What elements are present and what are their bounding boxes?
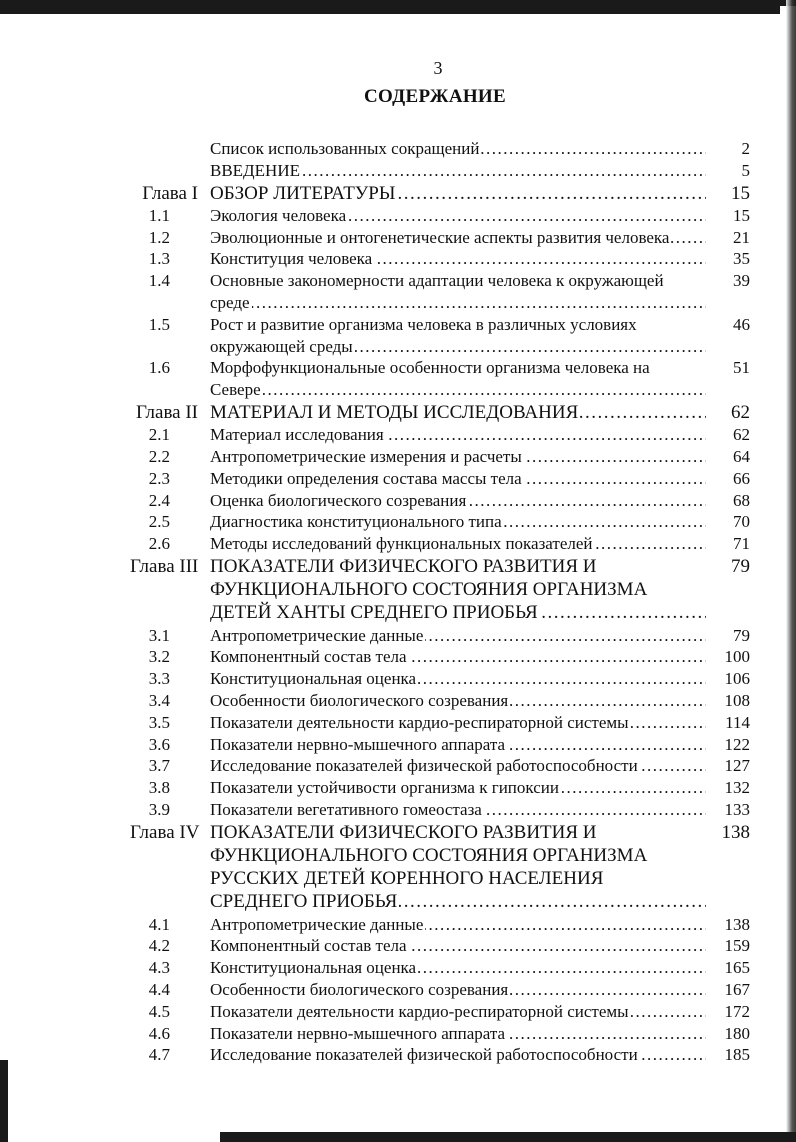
toc-entry-number: 1.5 [148, 314, 170, 334]
toc-entry [130, 511, 750, 533]
toc-entry-title-text: Антропометрические измерения и расчеты [210, 446, 522, 466]
toc-entry-page: 106 [724, 669, 750, 689]
toc-entry-page: 122 [724, 734, 750, 754]
toc-entry-title [210, 490, 706, 512]
toc-entry-page: 39 [733, 271, 750, 291]
toc-entry-title-text: Морфофункциональные особенности организма человека на Севере [210, 358, 650, 400]
toc-entry-title [210, 625, 706, 647]
toc-entry-title [210, 270, 706, 314]
toc-entry-page: 138 [724, 914, 750, 934]
toc-entry-number: 3.1 [148, 625, 170, 645]
toc-entry-page: 79 [731, 555, 750, 577]
toc-entry-title [210, 357, 706, 401]
toc-entry-number: 3.5 [148, 712, 170, 732]
toc-entry [130, 424, 750, 446]
toc-entry [130, 401, 750, 424]
toc-entry-title [210, 821, 706, 914]
toc-entry-title-text: Конституциональная оценка [210, 669, 417, 689]
toc-entry-title [210, 424, 706, 446]
toc-entry-page: 180 [724, 1023, 750, 1043]
toc-entry-title-text: Конституциональная оценка [210, 958, 417, 978]
toc-entry-page: 66 [733, 468, 750, 488]
toc-entry-page: 62 [733, 425, 750, 445]
toc-entry-title-text: Исследование показателей физической работоспособности [210, 1045, 638, 1065]
toc-entry-title [210, 1023, 706, 1045]
toc-entry-title-text: Показатели деятельности кардио-респираторной системы [210, 712, 629, 732]
toc-entry-number: 2.6 [148, 534, 170, 554]
toc-entry-number: Глава III [130, 555, 199, 577]
toc-entry [130, 160, 750, 182]
toc-entry-page: 46 [733, 314, 750, 334]
toc-entry-page: 167 [724, 979, 750, 999]
toc-entry-number: 4.5 [148, 1001, 170, 1021]
toc-entry-number: 1.2 [148, 227, 170, 247]
toc-entry-title-text: Основные закономерности адаптации человека к окружающей среде [210, 271, 664, 312]
toc-entry-number: Глава IV [130, 821, 200, 843]
toc-entry [130, 490, 750, 512]
toc-entry-title [210, 690, 706, 712]
toc-entry [130, 668, 750, 690]
scan-border-right [786, 0, 796, 1142]
toc-entry-title [210, 401, 706, 424]
toc-entry-number: 4.3 [148, 958, 170, 978]
toc-entry-page: 100 [724, 647, 750, 667]
page-number: 3 [433, 58, 443, 78]
toc-entry-title [210, 957, 706, 979]
toc-entry [130, 182, 750, 205]
toc-entry-number: Глава I [142, 182, 198, 204]
toc-entry-title [210, 712, 706, 734]
toc-entry-title-text: ПОКАЗАТЕЛИ ФИЗИЧЕСКОГО РАЗВИТИЯ И ФУНКЦИОНАЛЬНОГО СОСТОЯНИЯ ОРГАНИЗМА РУССКИХ ДЕТЕЙ КОРЕННОГО НАСЕЛЕНИЯ СРЕДНЕГО ПРИОБЬЯ [210, 821, 648, 913]
toc-entry [130, 734, 750, 756]
toc-entry [130, 1023, 750, 1045]
toc-entry-title [210, 446, 706, 468]
toc-entry-title [210, 227, 706, 249]
toc-entry-title-text: Рост и развитие организма человека в различных условиях окружающей среды [210, 314, 637, 356]
toc-entry-page: 51 [733, 358, 750, 378]
toc-entry-title-text: ПОКАЗАТЕЛИ ФИЗИЧЕСКОГО РАЗВИТИЯ И ФУНКЦИОНАЛЬНОГО СОСТОЯНИЯ ОРГАНИЗМА ДЕТЕЙ ХАНТЫ СРЕДНЕГО ПРИОБЬЯ [210, 555, 648, 624]
toc-entry-title-text: Диагностика конституционального типа [210, 512, 502, 532]
toc-entry-page: 108 [724, 690, 750, 710]
toc-entry-title [210, 668, 706, 690]
toc-entry-title [210, 138, 706, 160]
toc-entry-title [210, 935, 706, 957]
toc-entry-title [210, 755, 706, 777]
toc-entry-number: 2.3 [148, 468, 170, 488]
toc-entry-title-text: Антропометрические данные [210, 914, 424, 934]
toc-entry-title [210, 468, 706, 490]
toc-entry-title-text: Исследование показателей физической работоспособности [210, 756, 638, 776]
toc-entry-title-text: Оценка биологического созревания [210, 490, 467, 510]
toc-entry-page: 70 [733, 512, 750, 532]
toc-entry-title [210, 205, 706, 227]
toc-entry [130, 227, 750, 249]
toc-entry [130, 555, 750, 625]
table-of-contents [130, 138, 750, 1066]
toc-entry-page: 172 [724, 1001, 750, 1021]
toc-entry-number: 3.6 [148, 734, 170, 754]
toc-entry-number: 4.2 [148, 936, 170, 956]
toc-entry-page: 133 [724, 799, 750, 819]
toc-entry-title-text: Показатели нервно-мышечного аппарата [210, 734, 506, 754]
toc-entry [130, 314, 750, 358]
toc-entry-title-text: Методы исследований функциональных показателей [210, 534, 593, 554]
toc-entry [130, 821, 750, 914]
toc-entry-page: 68 [733, 490, 750, 510]
toc-entry-page: 165 [724, 958, 750, 978]
toc-entry [130, 799, 750, 821]
toc-entry-number: 3.3 [148, 669, 170, 689]
toc-entry [130, 446, 750, 468]
toc-entry-title-text: Компонентный состав тела [210, 647, 407, 667]
toc-entry [130, 935, 750, 957]
toc-entry-page: 15 [731, 182, 750, 204]
page-title: СОДЕРЖАНИЕ [364, 86, 506, 107]
toc-entry-title [210, 734, 706, 756]
toc-entry-page: 35 [733, 249, 750, 269]
toc-entry-title-text: Показатели нервно-мышечного аппарата [210, 1023, 506, 1043]
toc-entry-title [210, 1044, 706, 1066]
toc-entry-title-text: Эволюционные и онтогенетические аспекты развития человека [210, 227, 670, 247]
toc-entry-page: 185 [724, 1045, 750, 1065]
toc-entry-number: 1.4 [148, 271, 170, 291]
scan-border-bottom [220, 1132, 796, 1142]
toc-entry-title [210, 914, 706, 936]
toc-entry-title-text: Список использованных сокращений [210, 139, 480, 158]
toc-entry [130, 914, 750, 936]
toc-entry-title-text: МАТЕРИАЛ И МЕТОДЫ ИССЛЕДОВАНИЯ [210, 401, 579, 423]
toc-entry-number: 2.5 [148, 512, 170, 532]
toc-entry-title [210, 979, 706, 1001]
toc-entry-page: 2 [741, 139, 750, 158]
toc-entry [130, 979, 750, 1001]
toc-entry-title [210, 646, 706, 668]
toc-entry [130, 712, 750, 734]
toc-entry-title [210, 777, 706, 799]
toc-entry-title [210, 1001, 706, 1023]
toc-entry-title [210, 533, 706, 555]
toc-entry-number: 1.6 [148, 358, 170, 378]
toc-entry-title [210, 555, 706, 625]
toc-entry-number: 4.7 [148, 1045, 170, 1065]
toc-entry-title-text: ВВЕДЕНИЕ [210, 160, 300, 180]
toc-entry-page: 5 [741, 160, 750, 180]
toc-entry [130, 357, 750, 401]
toc-entry-number: 2.4 [148, 490, 170, 510]
scan-border-left [0, 1060, 8, 1142]
toc-entry [130, 1001, 750, 1023]
toc-entry-page: 132 [724, 778, 750, 798]
toc-entry-number: 1.3 [148, 249, 170, 269]
toc-entry-page: 62 [731, 401, 750, 423]
toc-entry-title [210, 248, 706, 270]
toc-entry-number: 1.1 [148, 205, 170, 225]
toc-entry-title-text: Антропометрические данные [210, 625, 424, 645]
toc-entry [130, 957, 750, 979]
toc-entry [130, 533, 750, 555]
toc-entry-page: 71 [733, 534, 750, 554]
toc-entry-number: 4.4 [148, 979, 170, 999]
toc-entry-title-text: ОБЗОР ЛИТЕРАТУРЫ [210, 182, 396, 204]
toc-entry-number: 3.4 [148, 690, 170, 710]
toc-entry-number: 3.9 [148, 799, 170, 819]
toc-entry [130, 138, 750, 160]
toc-entry-page: 15 [733, 205, 750, 225]
toc-entry [130, 1044, 750, 1066]
toc-entry-number: 4.6 [148, 1023, 170, 1043]
toc-entry-number: 2.2 [148, 446, 170, 466]
toc-entry-title-text: Экология человека [210, 205, 347, 225]
toc-entry [130, 468, 750, 490]
toc-entry-number: 2.1 [148, 425, 170, 445]
toc-entry-title-text: Компонентный состав тела [210, 936, 407, 956]
toc-entry-number: 4.1 [148, 914, 170, 934]
toc-entry-title-text: Особенности биологического созревания [210, 690, 509, 710]
toc-entry-title [210, 182, 706, 205]
toc-entry-page: 64 [733, 446, 750, 466]
toc-entry-title-text: Показатели вегетативного гомеостаза [210, 799, 482, 819]
toc-entry-page: 114 [725, 712, 750, 732]
toc-entry-title-text: Методики определения состава массы тела [210, 468, 522, 488]
toc-entry-number: Глава II [135, 401, 198, 423]
toc-entry-title [210, 314, 706, 358]
toc-entry [130, 625, 750, 647]
toc-entry-page: 159 [724, 936, 750, 956]
toc-entry-page: 21 [733, 227, 750, 247]
toc-entry-page: 79 [733, 625, 750, 645]
toc-entry [130, 755, 750, 777]
toc-entry-title-text: Показатели деятельности кардио-респираторной системы [210, 1001, 629, 1021]
toc-entry [130, 205, 750, 227]
toc-entry-title-text: Материал исследования [210, 425, 384, 445]
toc-entry [130, 248, 750, 270]
scan-border-top [0, 0, 780, 14]
toc-entry-title [210, 160, 706, 182]
toc-entry [130, 270, 750, 314]
toc-entry-title-text: Показатели устойчивости организма к гипоксии [210, 778, 559, 798]
toc-entry-title [210, 511, 706, 533]
toc-entry-title [210, 799, 706, 821]
toc-entry-page: 127 [724, 756, 750, 776]
toc-entry-number: 3.8 [148, 778, 170, 798]
toc-entry-page: 138 [721, 821, 750, 843]
toc-entry [130, 646, 750, 668]
toc-entry [130, 777, 750, 799]
toc-entry-title-text: Особенности биологического созревания [210, 979, 509, 999]
toc-entry-number: 3.7 [148, 756, 170, 776]
toc-entry [130, 690, 750, 712]
toc-entry-title-text: Конституция человека [210, 249, 373, 269]
toc-entry-number: 3.2 [148, 647, 170, 667]
